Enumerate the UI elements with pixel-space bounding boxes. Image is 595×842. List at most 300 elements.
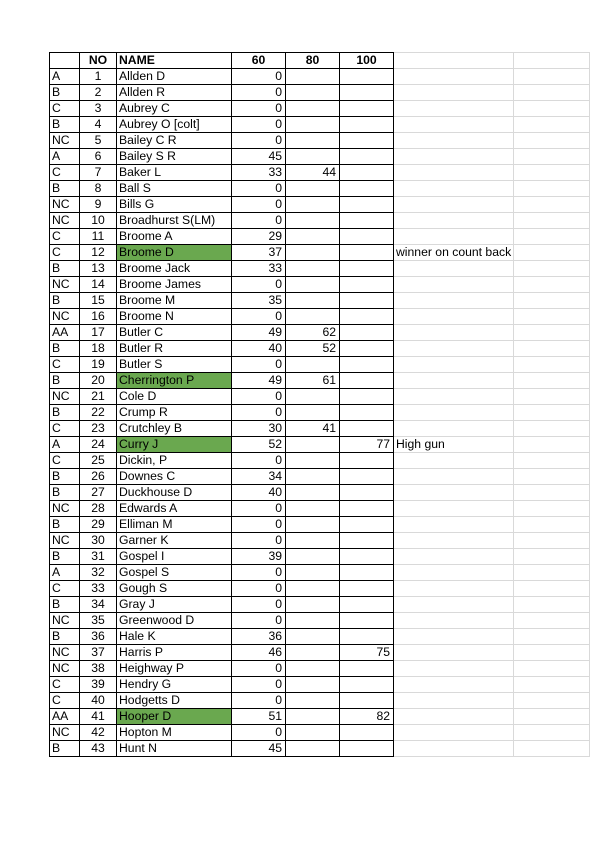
score-60-cell[interactable]: 0 [232,309,286,325]
note-cell[interactable] [394,421,514,437]
score-100-cell[interactable] [340,357,394,373]
score-100-cell[interactable] [340,517,394,533]
number-cell[interactable]: 18 [80,341,117,357]
number-cell[interactable]: 31 [80,549,117,565]
score-80-cell[interactable] [286,389,340,405]
score-60-cell[interactable]: 49 [232,325,286,341]
score-100-cell[interactable] [340,565,394,581]
class-cell[interactable]: NC [50,661,80,677]
empty-cell[interactable] [514,133,590,149]
score-100-cell[interactable] [340,453,394,469]
name-cell[interactable]: Broome D [117,245,232,261]
score-80-cell[interactable] [286,453,340,469]
note-cell[interactable] [394,357,514,373]
number-cell[interactable]: 20 [80,373,117,389]
number-cell[interactable]: 8 [80,181,117,197]
note-cell[interactable] [394,405,514,421]
number-cell[interactable]: 9 [80,197,117,213]
name-cell[interactable]: Broome M [117,293,232,309]
score-100-cell[interactable] [340,325,394,341]
note-cell[interactable] [394,645,514,661]
name-cell[interactable]: Gospel I [117,549,232,565]
score-100-cell[interactable] [340,165,394,181]
number-cell[interactable]: 19 [80,357,117,373]
empty-cell[interactable] [514,85,590,101]
note-cell[interactable] [394,469,514,485]
score-80-cell[interactable] [286,261,340,277]
empty-cell[interactable] [514,53,590,69]
score-80-cell[interactable] [286,197,340,213]
class-cell[interactable]: B [50,549,80,565]
score-60-cell[interactable]: 39 [232,549,286,565]
class-cell[interactable]: B [50,261,80,277]
score-60-cell[interactable]: 40 [232,485,286,501]
note-cell[interactable] [394,549,514,565]
note-cell[interactable] [394,341,514,357]
name-cell[interactable]: Heighway P [117,661,232,677]
note-cell[interactable] [394,213,514,229]
class-cell[interactable]: AA [50,709,80,725]
class-cell[interactable]: A [50,565,80,581]
class-cell[interactable]: C [50,101,80,117]
name-cell[interactable]: Hendry G [117,677,232,693]
name-cell[interactable]: Allden D [117,69,232,85]
score-60-cell[interactable]: 0 [232,533,286,549]
score-100-cell[interactable] [340,85,394,101]
header-100[interactable]: 100 [340,53,394,69]
number-cell[interactable]: 35 [80,613,117,629]
name-cell[interactable]: Aubrey C [117,101,232,117]
score-60-cell[interactable]: 40 [232,341,286,357]
score-80-cell[interactable] [286,709,340,725]
name-cell[interactable]: Allden R [117,85,232,101]
score-80-cell[interactable] [286,229,340,245]
number-cell[interactable]: 7 [80,165,117,181]
empty-cell[interactable] [514,293,590,309]
note-cell[interactable] [394,85,514,101]
score-80-cell[interactable] [286,149,340,165]
score-100-cell[interactable] [340,405,394,421]
score-80-cell[interactable] [286,693,340,709]
empty-cell[interactable] [514,533,590,549]
name-cell[interactable]: Duckhouse D [117,485,232,501]
number-cell[interactable]: 2 [80,85,117,101]
class-cell[interactable]: NC [50,533,80,549]
score-80-cell[interactable] [286,85,340,101]
name-cell[interactable]: Gray J [117,597,232,613]
score-100-cell[interactable] [340,581,394,597]
empty-cell[interactable] [514,229,590,245]
empty-cell[interactable] [514,389,590,405]
class-cell[interactable]: NC [50,501,80,517]
number-cell[interactable]: 24 [80,437,117,453]
empty-cell[interactable] [514,517,590,533]
score-80-cell[interactable] [286,565,340,581]
class-cell[interactable]: NC [50,613,80,629]
score-60-cell[interactable]: 0 [232,613,286,629]
header-class[interactable] [50,53,80,69]
class-cell[interactable]: B [50,117,80,133]
number-cell[interactable]: 29 [80,517,117,533]
class-cell[interactable]: C [50,453,80,469]
name-cell[interactable]: Broome A [117,229,232,245]
score-100-cell[interactable] [340,741,394,757]
number-cell[interactable]: 16 [80,309,117,325]
score-60-cell[interactable]: 0 [232,565,286,581]
note-cell[interactable] [394,229,514,245]
empty-cell[interactable] [514,549,590,565]
score-60-cell[interactable]: 51 [232,709,286,725]
name-cell[interactable]: Bailey S R [117,149,232,165]
name-cell[interactable]: Hooper D [117,709,232,725]
score-60-cell[interactable]: 46 [232,645,286,661]
note-cell[interactable] [394,389,514,405]
number-cell[interactable]: 30 [80,533,117,549]
class-cell[interactable]: C [50,421,80,437]
score-100-cell[interactable] [340,181,394,197]
note-cell[interactable] [394,677,514,693]
score-80-cell[interactable] [286,533,340,549]
name-cell[interactable]: Baker L [117,165,232,181]
header-no[interactable]: NO [80,53,117,69]
score-100-cell[interactable] [340,149,394,165]
score-60-cell[interactable]: 0 [232,117,286,133]
empty-cell[interactable] [514,165,590,181]
name-cell[interactable]: Aubrey O [colt] [117,117,232,133]
empty-cell[interactable] [514,725,590,741]
note-cell[interactable] [394,293,514,309]
score-100-cell[interactable] [340,485,394,501]
empty-cell[interactable] [514,149,590,165]
number-cell[interactable]: 22 [80,405,117,421]
score-100-cell[interactable] [340,245,394,261]
name-cell[interactable]: Greenwood D [117,613,232,629]
note-cell[interactable] [394,581,514,597]
score-80-cell[interactable] [286,101,340,117]
class-cell[interactable]: B [50,741,80,757]
class-cell[interactable]: B [50,597,80,613]
number-cell[interactable]: 42 [80,725,117,741]
name-cell[interactable]: Broadhurst S(LM) [117,213,232,229]
score-60-cell[interactable]: 35 [232,293,286,309]
note-cell[interactable] [394,261,514,277]
score-80-cell[interactable]: 61 [286,373,340,389]
score-60-cell[interactable]: 0 [232,661,286,677]
empty-cell[interactable] [514,565,590,581]
name-cell[interactable]: Cole D [117,389,232,405]
score-60-cell[interactable]: 0 [232,213,286,229]
note-cell[interactable] [394,453,514,469]
name-cell[interactable]: Cherrington P [117,373,232,389]
class-cell[interactable]: B [50,293,80,309]
empty-cell[interactable] [514,213,590,229]
score-80-cell[interactable] [286,661,340,677]
class-cell[interactable]: B [50,485,80,501]
score-60-cell[interactable]: 30 [232,421,286,437]
number-cell[interactable]: 1 [80,69,117,85]
score-100-cell[interactable] [340,69,394,85]
note-cell[interactable] [394,277,514,293]
score-60-cell[interactable]: 45 [232,149,286,165]
class-cell[interactable]: NC [50,309,80,325]
score-60-cell[interactable]: 0 [232,581,286,597]
score-100-cell[interactable] [340,501,394,517]
note-cell[interactable] [394,149,514,165]
score-60-cell[interactable]: 0 [232,101,286,117]
name-cell[interactable]: Gospel S [117,565,232,581]
empty-cell[interactable] [514,677,590,693]
number-cell[interactable]: 40 [80,693,117,709]
class-cell[interactable]: A [50,69,80,85]
empty-cell[interactable] [514,485,590,501]
class-cell[interactable]: C [50,581,80,597]
empty-cell[interactable] [514,741,590,757]
empty-cell[interactable] [514,437,590,453]
name-cell[interactable]: Butler C [117,325,232,341]
number-cell[interactable]: 5 [80,133,117,149]
empty-cell[interactable] [514,661,590,677]
class-cell[interactable]: NC [50,725,80,741]
number-cell[interactable]: 33 [80,581,117,597]
score-100-cell[interactable] [340,373,394,389]
name-cell[interactable]: Broome James [117,277,232,293]
note-cell[interactable] [394,117,514,133]
number-cell[interactable]: 38 [80,661,117,677]
empty-cell[interactable] [514,117,590,133]
score-100-cell[interactable]: 77 [340,437,394,453]
number-cell[interactable]: 41 [80,709,117,725]
empty-cell[interactable] [514,501,590,517]
note-cell[interactable] [394,133,514,149]
score-60-cell[interactable]: 0 [232,693,286,709]
score-100-cell[interactable] [340,101,394,117]
note-cell[interactable] [394,613,514,629]
empty-cell[interactable] [514,277,590,293]
number-cell[interactable]: 14 [80,277,117,293]
class-cell[interactable]: NC [50,133,80,149]
number-cell[interactable]: 6 [80,149,117,165]
name-cell[interactable]: Gough S [117,581,232,597]
number-cell[interactable]: 37 [80,645,117,661]
score-100-cell[interactable] [340,533,394,549]
name-cell[interactable]: Dickin, P [117,453,232,469]
score-60-cell[interactable]: 45 [232,741,286,757]
number-cell[interactable]: 43 [80,741,117,757]
empty-cell[interactable] [514,261,590,277]
header-80[interactable]: 80 [286,53,340,69]
score-100-cell[interactable] [340,725,394,741]
class-cell[interactable]: C [50,677,80,693]
empty-cell[interactable] [514,181,590,197]
score-100-cell[interactable]: 82 [340,709,394,725]
score-80-cell[interactable] [286,629,340,645]
name-cell[interactable]: Hodgetts D [117,693,232,709]
score-100-cell[interactable] [340,309,394,325]
score-60-cell[interactable]: 0 [232,517,286,533]
score-80-cell[interactable] [286,181,340,197]
note-cell[interactable] [394,485,514,501]
class-cell[interactable]: C [50,229,80,245]
number-cell[interactable]: 21 [80,389,117,405]
empty-cell[interactable] [514,405,590,421]
name-cell[interactable]: Butler R [117,341,232,357]
name-cell[interactable]: Elliman M [117,517,232,533]
score-80-cell[interactable]: 44 [286,165,340,181]
class-cell[interactable]: A [50,149,80,165]
name-cell[interactable]: Hunt N [117,741,232,757]
note-cell[interactable] [394,533,514,549]
class-cell[interactable]: B [50,341,80,357]
number-cell[interactable]: 3 [80,101,117,117]
number-cell[interactable]: 4 [80,117,117,133]
class-cell[interactable]: NC [50,389,80,405]
score-60-cell[interactable]: 0 [232,133,286,149]
score-60-cell[interactable]: 49 [232,373,286,389]
name-cell[interactable]: Bailey C R [117,133,232,149]
number-cell[interactable]: 27 [80,485,117,501]
score-100-cell[interactable] [340,629,394,645]
score-100-cell[interactable] [340,261,394,277]
note-cell[interactable] [394,197,514,213]
score-100-cell[interactable] [340,421,394,437]
note-cell[interactable] [394,501,514,517]
name-cell[interactable]: Crutchley B [117,421,232,437]
score-80-cell[interactable] [286,485,340,501]
score-60-cell[interactable]: 34 [232,469,286,485]
score-80-cell[interactable] [286,725,340,741]
number-cell[interactable]: 15 [80,293,117,309]
number-cell[interactable]: 26 [80,469,117,485]
score-60-cell[interactable]: 33 [232,165,286,181]
note-cell[interactable] [394,325,514,341]
number-cell[interactable]: 12 [80,245,117,261]
score-60-cell[interactable]: 33 [232,261,286,277]
score-100-cell[interactable] [340,293,394,309]
score-60-cell[interactable]: 0 [232,181,286,197]
number-cell[interactable]: 32 [80,565,117,581]
score-80-cell[interactable]: 41 [286,421,340,437]
name-cell[interactable]: Ball S [117,181,232,197]
empty-cell[interactable] [514,709,590,725]
score-80-cell[interactable] [286,613,340,629]
empty-cell[interactable] [514,245,590,261]
empty-cell[interactable] [514,309,590,325]
header-60[interactable]: 60 [232,53,286,69]
empty-cell[interactable] [514,69,590,85]
score-60-cell[interactable]: 0 [232,725,286,741]
score-80-cell[interactable] [286,405,340,421]
score-60-cell[interactable]: 0 [232,677,286,693]
score-60-cell[interactable]: 0 [232,69,286,85]
empty-cell[interactable] [514,341,590,357]
note-cell[interactable] [394,597,514,613]
score-80-cell[interactable] [286,245,340,261]
empty-cell[interactable] [514,645,590,661]
score-60-cell[interactable]: 29 [232,229,286,245]
class-cell[interactable]: C [50,693,80,709]
score-80-cell[interactable] [286,645,340,661]
score-80-cell[interactable] [286,117,340,133]
note-cell[interactable] [394,69,514,85]
empty-cell[interactable] [514,613,590,629]
score-100-cell[interactable] [340,661,394,677]
note-cell[interactable] [394,517,514,533]
score-80-cell[interactable] [286,133,340,149]
class-cell[interactable]: AA [50,325,80,341]
note-cell[interactable] [394,693,514,709]
note-cell[interactable] [394,725,514,741]
score-100-cell[interactable] [340,549,394,565]
score-100-cell[interactable] [340,389,394,405]
score-60-cell[interactable]: 0 [232,597,286,613]
score-60-cell[interactable]: 0 [232,501,286,517]
note-cell[interactable] [394,309,514,325]
score-100-cell[interactable] [340,277,394,293]
number-cell[interactable]: 11 [80,229,117,245]
score-80-cell[interactable] [286,517,340,533]
score-80-cell[interactable] [286,597,340,613]
empty-cell[interactable] [514,581,590,597]
score-60-cell[interactable]: 52 [232,437,286,453]
score-60-cell[interactable]: 0 [232,389,286,405]
score-100-cell[interactable] [340,677,394,693]
score-80-cell[interactable] [286,309,340,325]
score-60-cell[interactable]: 0 [232,453,286,469]
note-cell[interactable] [394,629,514,645]
name-cell[interactable]: Butler S [117,357,232,373]
score-100-cell[interactable] [340,469,394,485]
score-100-cell[interactable] [340,613,394,629]
class-cell[interactable]: NC [50,197,80,213]
score-60-cell[interactable]: 0 [232,85,286,101]
class-cell[interactable]: B [50,517,80,533]
note-cell[interactable] [394,661,514,677]
score-80-cell[interactable] [286,677,340,693]
number-cell[interactable]: 10 [80,213,117,229]
empty-cell[interactable] [514,373,590,389]
score-80-cell[interactable] [286,437,340,453]
score-100-cell[interactable] [340,341,394,357]
empty-cell[interactable] [394,53,514,69]
name-cell[interactable]: Hale K [117,629,232,645]
empty-cell[interactable] [514,629,590,645]
score-80-cell[interactable] [286,69,340,85]
empty-cell[interactable] [514,101,590,117]
name-cell[interactable]: Curry J [117,437,232,453]
number-cell[interactable]: 36 [80,629,117,645]
class-cell[interactable]: A [50,437,80,453]
name-cell[interactable]: Harris P [117,645,232,661]
empty-cell[interactable] [514,693,590,709]
class-cell[interactable]: B [50,85,80,101]
header-name[interactable]: NAME [117,53,232,69]
note-cell[interactable] [394,165,514,181]
empty-cell[interactable] [514,469,590,485]
name-cell[interactable]: Broome N [117,309,232,325]
note-cell[interactable]: High gun [394,437,514,453]
score-80-cell[interactable] [286,549,340,565]
name-cell[interactable]: Bills G [117,197,232,213]
score-100-cell[interactable] [340,133,394,149]
score-100-cell[interactable] [340,213,394,229]
empty-cell[interactable] [514,597,590,613]
name-cell[interactable]: Garner K [117,533,232,549]
note-cell[interactable] [394,181,514,197]
number-cell[interactable]: 17 [80,325,117,341]
number-cell[interactable]: 13 [80,261,117,277]
class-cell[interactable]: C [50,165,80,181]
score-80-cell[interactable]: 52 [286,341,340,357]
